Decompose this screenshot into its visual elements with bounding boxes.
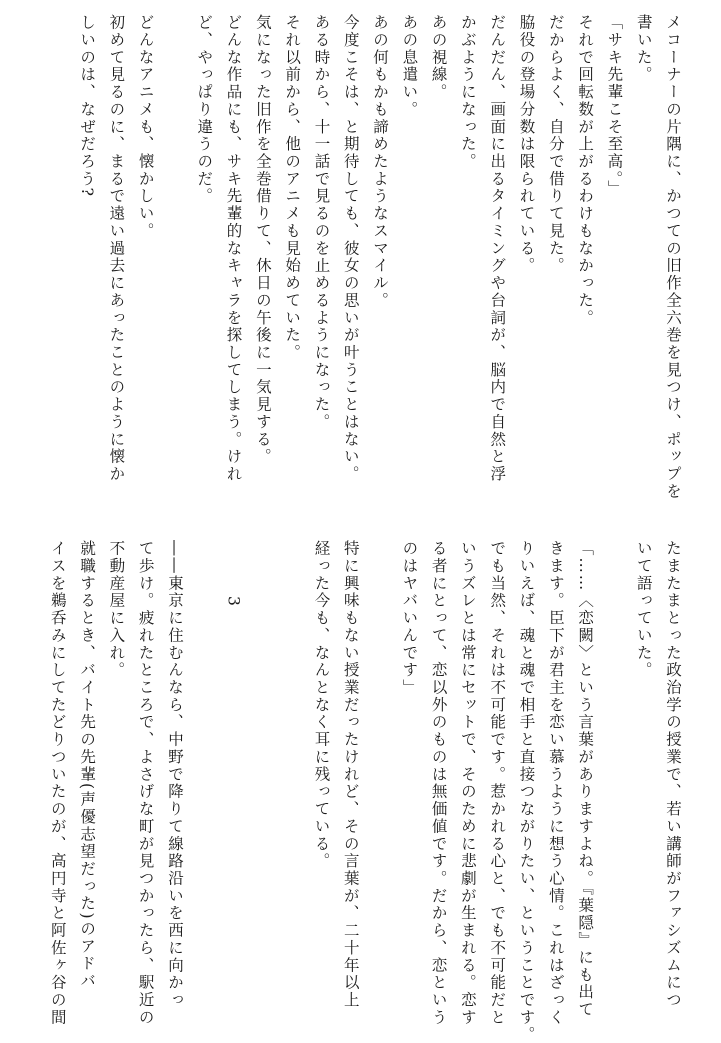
text-line: て歩け。疲れたところで、よさげな町が見つかったら、駅近の [136,540,155,1027]
text-line: ある時から、十一話で見るのを止めるようになった。 [312,14,331,431]
text-line: あの視線。 [429,14,448,101]
text-line: 経った今も、なんとなく耳に残っている。 [312,540,331,870]
text-line: きます。臣下が君主を恋い慕うように想う心情。これはざっく [546,540,565,1027]
text-line: 今度こそは、と期待しても、彼女の思いが叶うことはない。 [341,14,360,483]
section-number: 3 [224,595,243,608]
text-line: どんな作品にも、サキ先輩的なキャラを探してしまう。けれ [224,14,243,483]
text-line: ど、やっぱり違うのだ。 [195,14,214,205]
text-line: りいえば、魂と魂で相手と直接つながりたい、ということです。 [517,540,536,1043]
text-line: 初めて見るのに、まるで遠い過去にあったことのように懐か [107,14,126,483]
text-line: 「サキ先輩こそ至高。」 [605,14,624,198]
text-line: イスを鵜呑みにしてたどりついたのが、高円寺と阿佐ヶ谷の間 [48,540,67,1027]
blank-line [365,540,394,1010]
upper-text-block [72,14,687,514]
text-line: 特に興味もない授業だったけれど、その言葉が、二十年以上 [341,540,360,1009]
text-line: 「……〈恋闕〉という言葉がありますよね。『葉隠』にも出て [576,540,595,1019]
text-line: 就職するとき、バイト先の先輩(声優志望だった)のアドバ [78,540,97,990]
text-line: あの何もかも諦めたようなスマイル。 [371,14,390,310]
text-line: だからよく、自分で借りて見た。 [546,14,565,275]
text-line: 脇役の登場分数は限られている。 [517,14,536,275]
text-line: いうズレとは常にセットで、そのために悲劇が生まれる。恋す [458,540,477,1027]
text-line: それで回転数が上がるわけもなかった。 [576,14,595,327]
text-line: どんなアニメも、懐かしい。 [136,14,155,240]
blank-line [277,540,306,1010]
text-line: 気になった旧作を全巻借りて、休日の午後に一気見する。 [253,14,272,466]
text-line: のはヤバいんです」 [400,540,419,697]
text-line: かぶようになった。 [458,14,477,171]
blank-line [248,540,277,1010]
text-line: しいのは、なぜだろう? [78,14,97,198]
text-line: たまたまとった政治学の授業で、若い講師がファシズムにつ [664,540,682,1009]
text-line: でも当然、それは不可能です。惹かれる心と、でも不可能だと [488,540,507,1027]
text-line: いて語っていた。 [634,540,653,679]
blank-line [189,540,218,1010]
text-line: あの息遣い。 [400,14,419,119]
blank-line [599,540,628,1010]
text-line: メコーナーの片隅に、かつての旧作全六巻を見つけ、ポップを [664,14,682,501]
blank-line [160,14,189,514]
text-line: それ以前から、他のアニメも見始めていた。 [283,14,302,362]
text-line: だんだん、画面に出るタイミングや台詞が、脳内で自然と浮 [488,14,507,483]
text-line: 不動産屋に入れ。 [107,540,126,679]
text-line: る者にとって、恋以外のものは無価値です。だから、恋という [429,540,448,1027]
text-line: 書いた。 [634,14,653,84]
lower-text-block [42,540,687,1043]
text-line: ――東京に住むんなら、中野で降りて線路沿いを西に向かっ [165,540,184,1009]
